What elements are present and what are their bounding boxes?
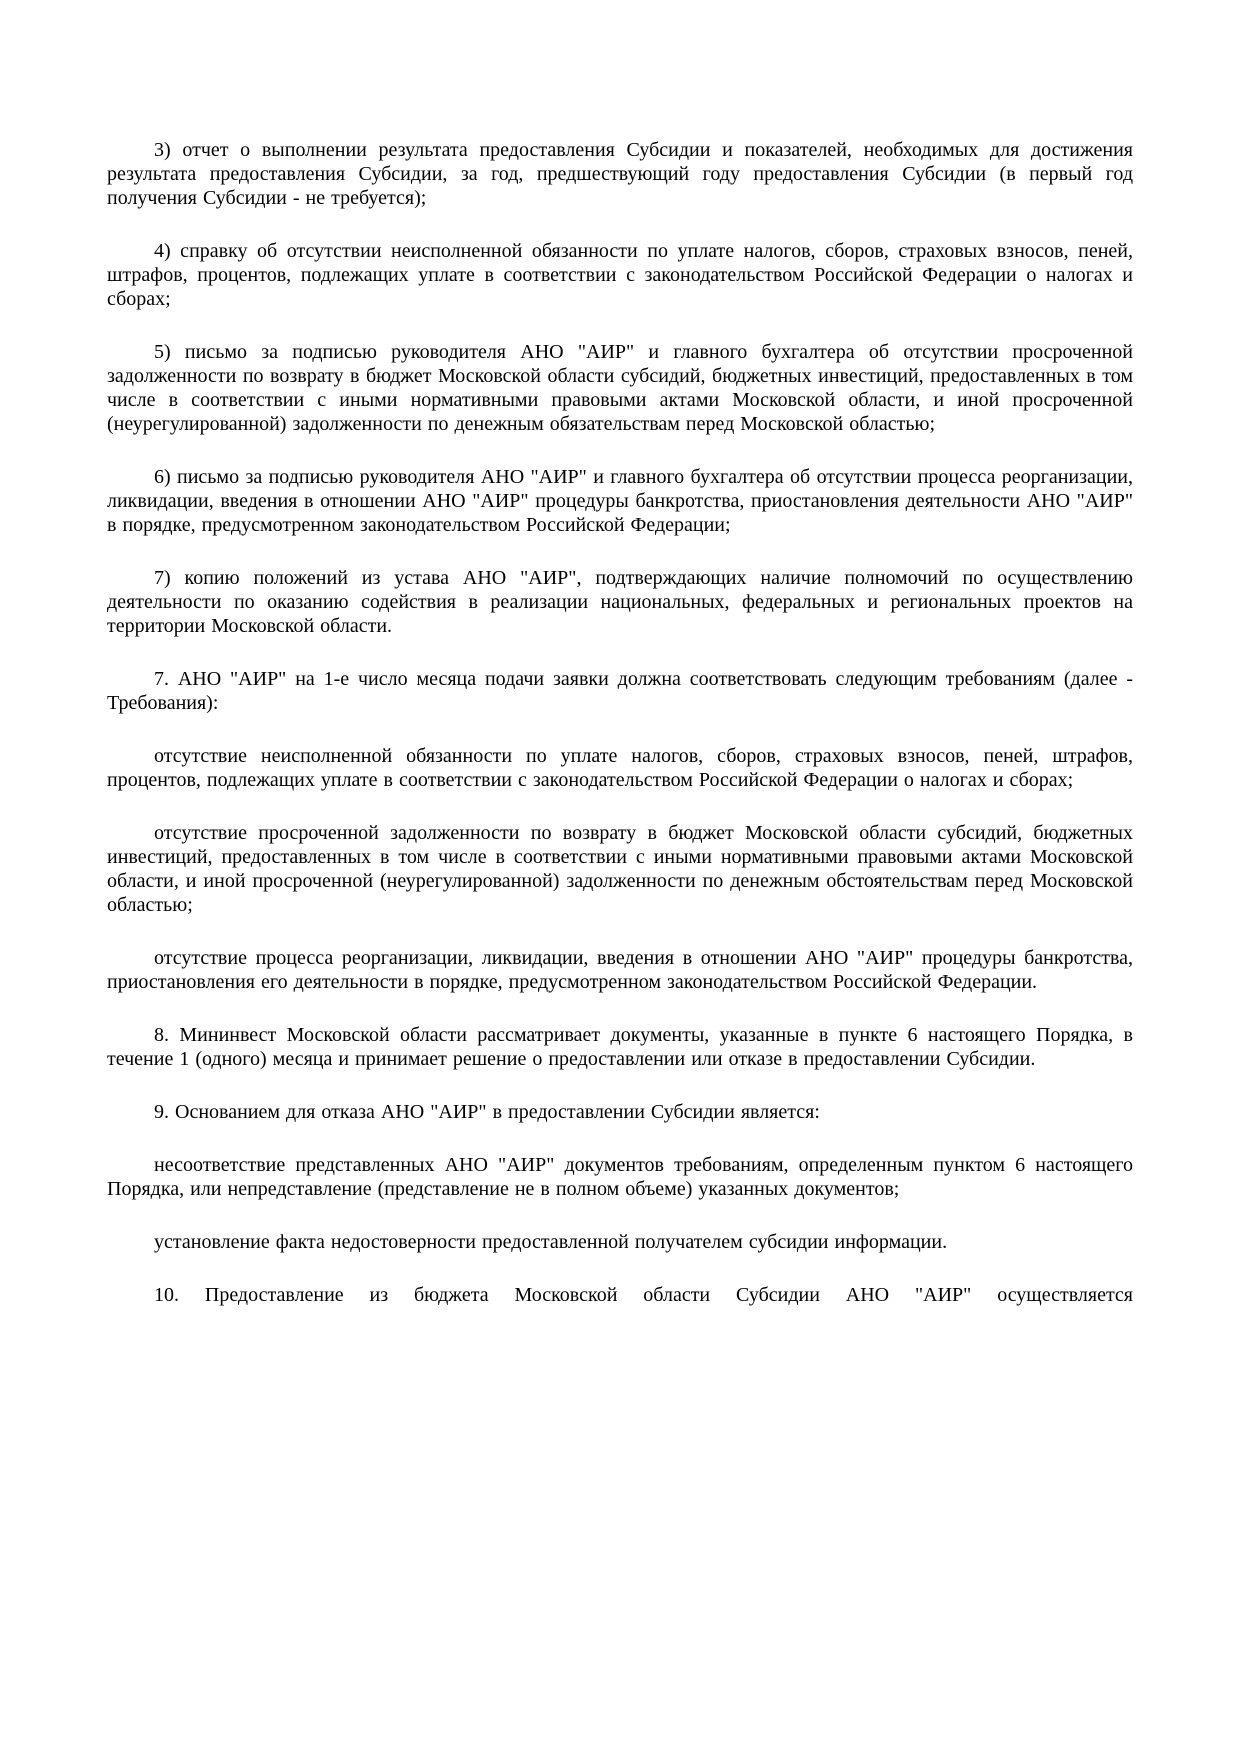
paragraph-item-5: 5) письмо за подписью руководителя АНО "АИР" и главного бухгалтера об отсутствии просроченной задолженности по возврату в бюджет Московской области субсидий, бюджетных инвестиций, предоставленных в том числе в соответствии с иными нормативными правовыми актами Московской области, и иной просроченной (неурегулированной) задолженности по денежным обязательствам перед Московской областью; (107, 341, 1133, 435)
paragraph-item-7: 7) копию положений из устава АНО "АИР", подтверждающих наличие полномочий по осуществлению деятельности по оказанию содействия в реализации национальных, федеральных и региональных проектов на территории Московской области. (107, 567, 1133, 637)
paragraph-item-4: 4) справку об отсутствии неисполненной обязанности по уплате налогов, сборов, страховых взносов, пеней, штрафов, процентов, подлежащих уплате в соответствии с законодательством Российской Федерации о налогах и сборах; (107, 240, 1133, 310)
paragraph-item-6: 6) письмо за подписью руководителя АНО "АИР" и главного бухгалтера об отсутствии процесса реорганизации, ликвидации, введения в отношении АНО "АИР" процедуры банкротства, приостановления деятельности АНО "АИР" в порядке, предусмотренном законодательством Российской Федерации; (107, 466, 1133, 536)
paragraph-refusal-reason-2: установление факта недостоверности предоставленной получателем субсидии информации. (154, 1231, 948, 1253)
paragraph-requirement-3: отсутствие процесса реорганизации, ликвидации, введения в отношении АНО "АИР" процедуры банкротства, приостановления его деятельности в порядке, предусмотренном законодательством Российской Федерации. (107, 947, 1133, 993)
paragraph-point-8: 8. Мининвест Московской области рассматривает документы, указанные в пункте 6 настоящего Порядка, в течение 1 (одного) месяца и принимает решение о предоставлении или отказе в предоставлении Субсидии. (107, 1024, 1133, 1070)
paragraph-point-9: 9. Основанием для отказа АНО "АИР" в предоставлении Субсидии является: (154, 1101, 820, 1123)
paragraph-point-7: 7. АНО "АИР" на 1-е число месяца подачи заявки должна соответствовать следующим требованиям (далее - Требования): (107, 668, 1133, 714)
paragraph-requirement-1: отсутствие неисполненной обязанности по уплате налогов, сборов, страховых взносов, пеней, штрафов, процентов, подлежащих уплате в соответствии с законодательством Российской Федерации о налогах и сборах; (107, 745, 1133, 791)
paragraph-item-3: 3) отчет о выполнении результата предоставления Субсидии и показателей, необходимых для достижения результата предоставления Субсидии, за год, предшествующий году предоставления Субсидии (в первый год получения Субсидии - не требуется); (107, 139, 1133, 209)
paragraph-point-10: 10. Предоставление из бюджета Московской области Субсидии АНО "АИР" осуществляется (154, 1284, 1133, 1306)
paragraph-requirement-2: отсутствие просроченной задолженности по возврату в бюджет Московской области субсидий, бюджетных инвестиций, предоставленных в том числе в соответствии с иными нормативными правовыми актами Московской области, и иной просроченной (неурегулированной) задолженности по денежным обстоятельствам перед Московской областью; (107, 822, 1133, 916)
paragraph-refusal-reason-1: несоответствие представленных АНО "АИР" документов требованиям, определенным пунктом 6 настоящего Порядка, или непредставление (представление не в полном объеме) указанных документов; (107, 1154, 1133, 1200)
